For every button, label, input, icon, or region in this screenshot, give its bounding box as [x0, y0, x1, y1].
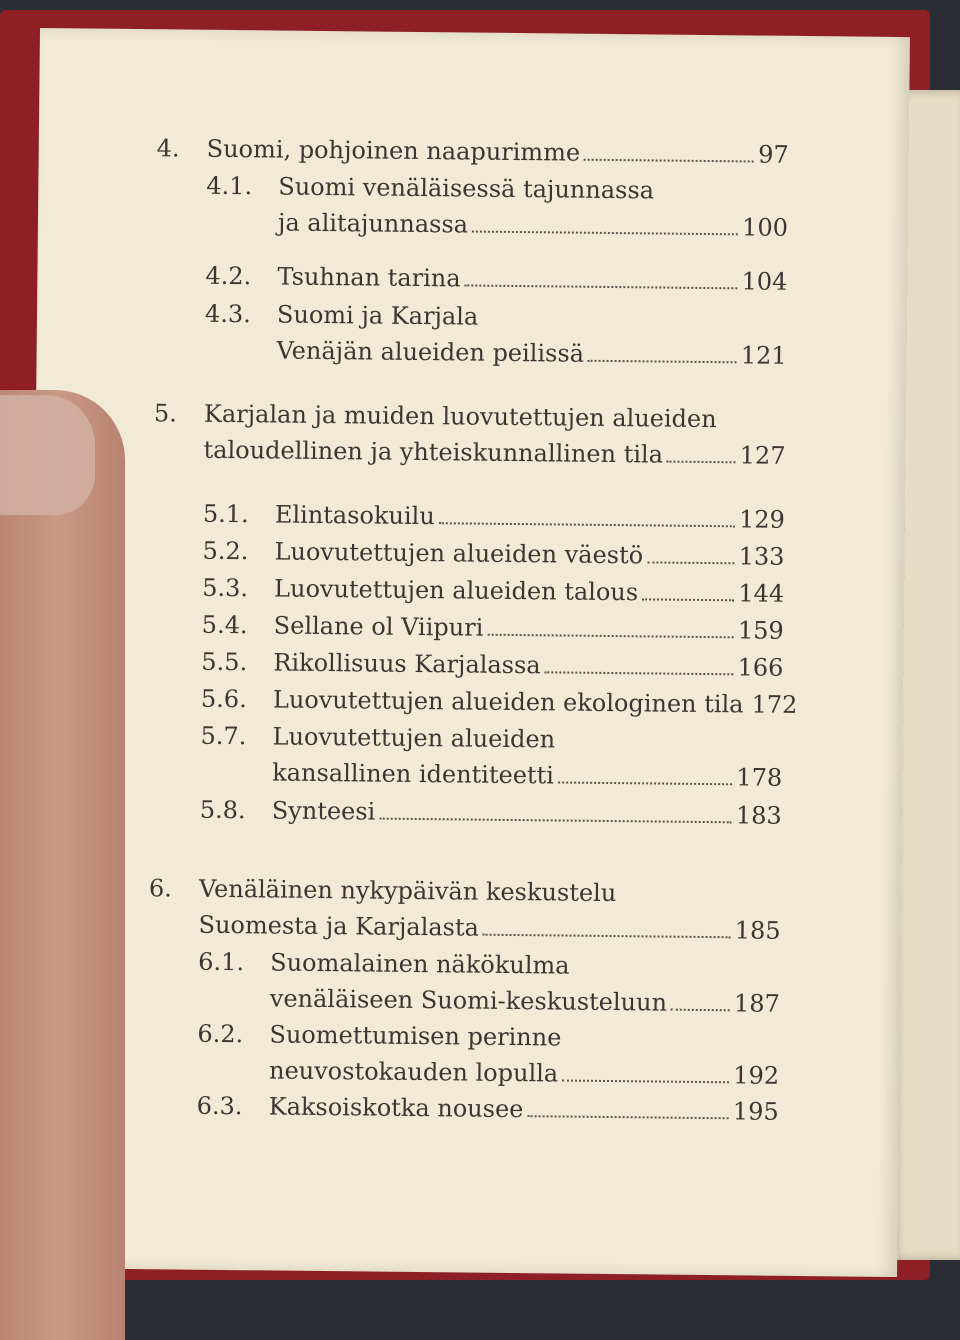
toc-entry[interactable]: [274, 537, 784, 570]
thumbnail: [0, 395, 95, 515]
leader-dots: [558, 781, 732, 785]
toc-entry[interactable]: [274, 574, 784, 607]
toc-number: 6.2.: [197, 1020, 243, 1048]
toc-number: 5.2.: [202, 537, 248, 565]
page-number: 172: [751, 690, 797, 718]
toc-number: 5.7.: [200, 722, 246, 750]
page-number: 192: [733, 1061, 779, 1089]
toc-number: 5.4.: [202, 611, 248, 639]
toc-title: Kaksoiskotka nousee: [269, 1092, 524, 1123]
toc-number: 4.3.: [205, 300, 251, 328]
toc-title: Luovutettujen alueiden: [272, 722, 555, 753]
page-number: 121: [741, 341, 787, 369]
toc-entry[interactable]: [274, 611, 784, 644]
leader-dots: [487, 634, 734, 639]
toc-number: 5.6.: [201, 685, 247, 713]
leader-dots: [379, 818, 732, 824]
page-number: 166: [737, 653, 783, 681]
leader-dots: [642, 598, 734, 601]
toc-entry[interactable]: [273, 648, 783, 681]
toc-title: Suomi, pohjoinen naapurimme: [207, 135, 581, 167]
leader-dots: [527, 1115, 728, 1119]
toc-entry[interactable]: [277, 263, 787, 296]
toc-entry[interactable]: [207, 135, 789, 169]
toc-title: Suomi ja Karjala: [277, 300, 479, 330]
page-number: 185: [735, 916, 781, 944]
toc-number: 6.: [149, 874, 172, 902]
leader-dots: [472, 231, 738, 236]
toc-entry[interactable]: [203, 436, 785, 470]
page-number: 127: [740, 441, 786, 469]
toc-title-continued: ja alitajunnassa: [278, 209, 468, 239]
toc-entry[interactable]: [276, 336, 786, 369]
toc-title-continued: kansallinen identiteetti: [272, 758, 554, 789]
toc-entry[interactable]: [278, 209, 788, 242]
page-number: 133: [739, 542, 785, 570]
toc-entry[interactable]: [272, 796, 782, 829]
page-number: 187: [734, 989, 780, 1017]
toc-title: Sellane ol Viipuri: [274, 611, 484, 641]
toc-title: Tsuhnan tarina: [277, 263, 461, 293]
page-number: 178: [736, 763, 782, 791]
toc-number: 6.3.: [197, 1092, 243, 1120]
page-number: 100: [742, 213, 788, 241]
toc-title: Rikollisuus Karjalassa: [273, 648, 541, 679]
leader-dots: [647, 561, 735, 564]
toc-number: 5.: [154, 399, 177, 427]
leader-dots: [545, 671, 734, 675]
toc-entry[interactable]: [198, 911, 780, 945]
page-number: 97: [758, 141, 789, 169]
toc-number: 4.2.: [205, 262, 251, 290]
toc-title: Venäläinen nykypäivän keskustelu: [199, 875, 617, 907]
page-number: 129: [739, 505, 785, 533]
leader-dots: [667, 461, 736, 464]
toc-number: 5.1.: [203, 500, 249, 528]
page-number: 183: [736, 801, 782, 829]
page-number: 144: [738, 579, 784, 607]
toc-title: Luovutettujen alueiden väestö: [274, 537, 643, 569]
toc-title: Karjalan ja muiden luovutettujen alueiden: [204, 400, 717, 433]
toc-number: 5.8.: [200, 796, 246, 824]
thumb: [0, 390, 125, 1340]
toc-page: [27, 28, 910, 1277]
leader-dots: [584, 159, 754, 163]
toc-title-continued: taloudellinen ja yhteiskunnallinen tila: [203, 436, 663, 469]
toc-entry[interactable]: [273, 685, 783, 718]
toc-entry[interactable]: [269, 1092, 779, 1125]
leader-dots: [562, 1080, 729, 1084]
page-number: 104: [741, 267, 787, 295]
page-number: 195: [733, 1097, 779, 1125]
leader-dots: [465, 284, 738, 289]
toc-entry[interactable]: [269, 1056, 779, 1089]
toc-number: 6.1.: [198, 948, 244, 976]
toc-title: Synteesi: [272, 796, 376, 825]
toc-title-continued: venäläiseen Suomi-keskusteluun: [270, 984, 667, 1016]
page-number: 159: [738, 616, 784, 644]
toc-number: 4.: [157, 134, 180, 162]
toc-title: Luovutettujen alueiden talous: [274, 574, 638, 606]
leader-dots: [439, 522, 735, 527]
toc-entry[interactable]: [275, 500, 785, 533]
toc-number: 5.5.: [201, 648, 247, 676]
toc-number: 4.1.: [206, 172, 252, 200]
toc-title: Suomettumisen perinne: [269, 1020, 561, 1051]
leader-dots: [671, 1009, 730, 1012]
toc-title-continued: neuvostokauden lopulla: [269, 1056, 558, 1087]
toc-title: Elintasokuilu: [275, 500, 435, 530]
toc-title: Suomi venäläisessä tajunnassa: [278, 173, 654, 205]
leader-dots: [483, 934, 731, 939]
leader-dots: [588, 360, 737, 364]
toc-title: Suomalainen näkökulma: [270, 948, 570, 979]
toc-title: Luovutettujen alueiden ekologinen tila: [273, 685, 744, 718]
toc-number: 5.3.: [202, 574, 248, 602]
toc-title-continued: Suomesta ja Karjalasta: [198, 911, 479, 942]
toc-entry[interactable]: [272, 758, 782, 791]
toc-title-continued: Venäjän alueiden peilissä: [276, 336, 584, 367]
toc-entry[interactable]: [270, 984, 780, 1017]
